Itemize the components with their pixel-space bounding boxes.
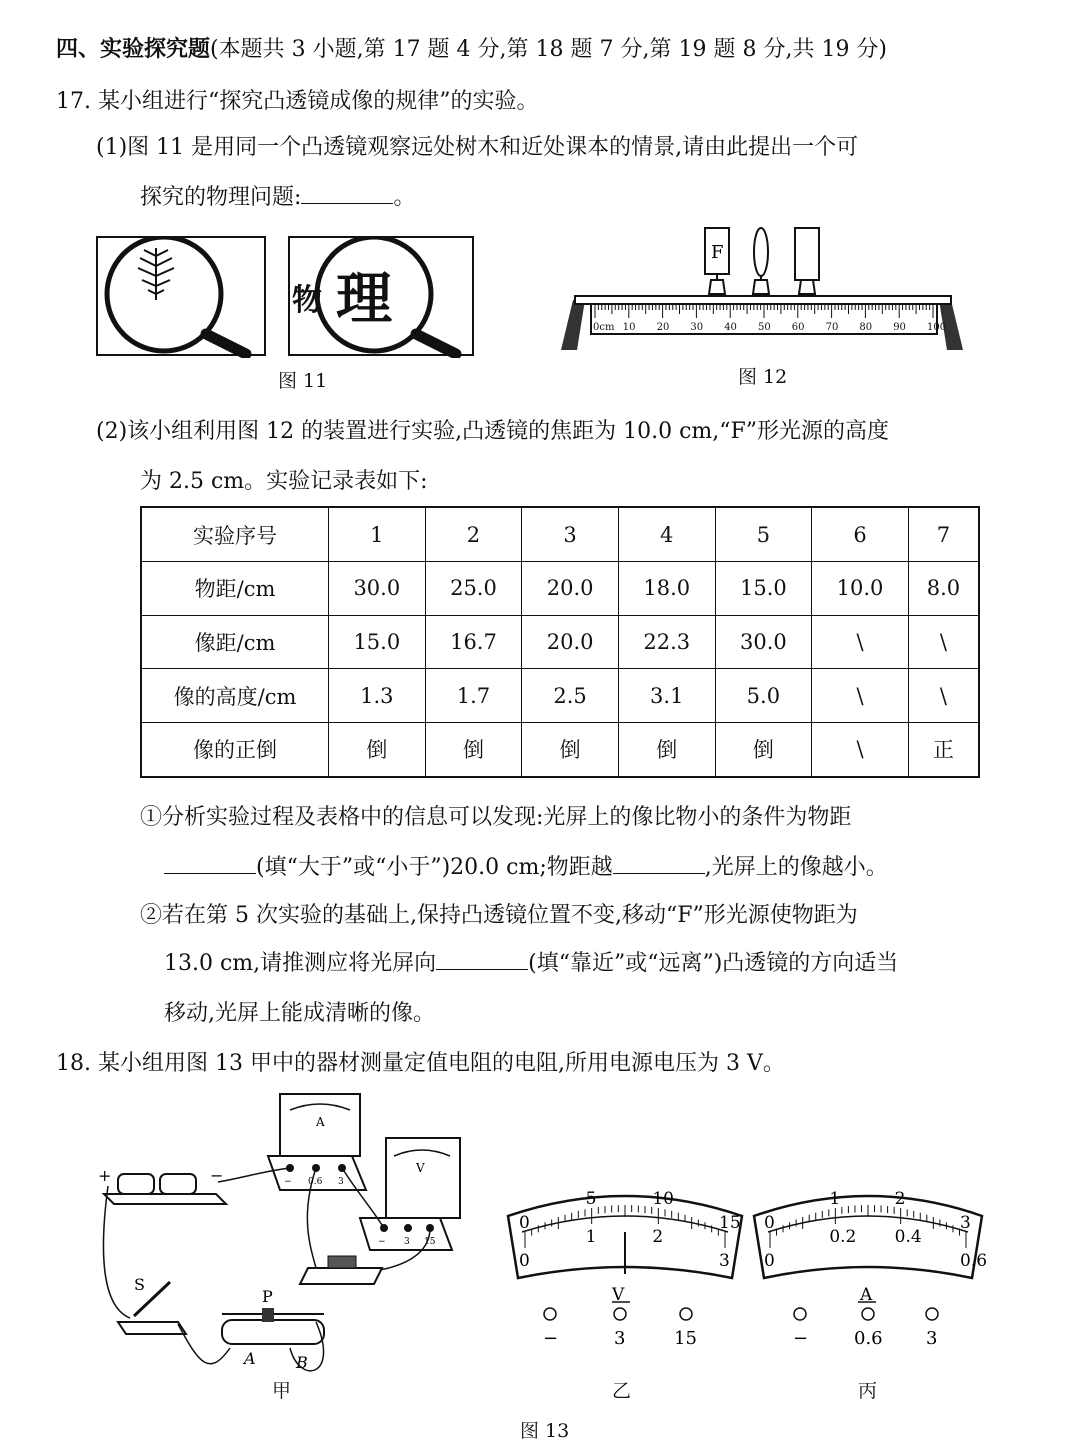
table-cell: 20.0 bbox=[522, 562, 619, 616]
fig11-text-magnifier bbox=[288, 236, 478, 358]
terminal-label: − bbox=[284, 1177, 292, 1187]
table-cell: \ bbox=[812, 669, 909, 723]
ruler-tick-label: 20 bbox=[656, 322, 670, 333]
table-cell: 15.0 bbox=[715, 562, 812, 616]
table-cell: 22.3 bbox=[618, 615, 715, 669]
table-cell: 30.0 bbox=[329, 562, 426, 616]
dial-bottom-label: 1 bbox=[585, 1227, 597, 1247]
dial-bottom-label: 0.2 bbox=[829, 1227, 857, 1247]
table-row-label: 像距/cm bbox=[141, 615, 329, 669]
table-cell: 8.0 bbox=[908, 562, 979, 616]
dial-top-label: 1 bbox=[829, 1189, 841, 1209]
dial-top-label: 3 bbox=[960, 1213, 971, 1233]
terminal-label: − bbox=[378, 1237, 386, 1247]
table-cell: 25.0 bbox=[425, 562, 522, 616]
terminal-label: − bbox=[543, 1328, 559, 1349]
fig13-bing-caption: 丙 bbox=[858, 1380, 878, 1402]
terminal-label: 3 bbox=[338, 1177, 344, 1187]
ammeter-dial bbox=[748, 1186, 988, 1356]
table-cell: \ bbox=[812, 615, 909, 669]
fig13-caption: 图 13 bbox=[520, 1420, 570, 1442]
fig11-small-char: 物 bbox=[292, 283, 322, 318]
terminal-b-label: B bbox=[296, 1353, 308, 1372]
table-cell: 30.0 bbox=[715, 615, 812, 669]
ruler-tick-label: 0cm bbox=[593, 322, 615, 333]
terminal-label: 15 bbox=[674, 1328, 697, 1349]
battery-plus: + bbox=[98, 1166, 112, 1185]
fig13-circuit-apparatus bbox=[90, 1086, 490, 1406]
table-row-label: 实验序号 bbox=[141, 507, 329, 562]
table-cell: 倒 bbox=[618, 722, 715, 777]
table-cell: 倒 bbox=[425, 722, 522, 777]
ruler-tick-label: 100 bbox=[927, 322, 947, 333]
q17-sub2-line2: 13.0 cm,请推测应将光屏向 (填“靠近”或“远离”)凸透镜的方向适当 bbox=[164, 951, 899, 976]
table-cell: 3.1 bbox=[618, 669, 715, 723]
fig13-yi-caption: 乙 bbox=[612, 1380, 632, 1402]
q17-part2-line1: (2)该小组利用图 12 的装置进行实验,凸透镜的焦距为 10.0 cm,“F”形光源的高度 bbox=[96, 419, 890, 444]
ruler-tick-label: 90 bbox=[893, 322, 906, 333]
voltmeter-label: V bbox=[416, 1161, 425, 1175]
table-row bbox=[141, 722, 979, 777]
q17-sub2-line3: 移动,光屏上能成清晰的像。 bbox=[164, 1001, 435, 1026]
table-row-label: 物距/cm bbox=[141, 562, 329, 616]
fig12-optical-bench bbox=[555, 222, 970, 352]
voltmeter-unit: V bbox=[612, 1285, 625, 1305]
section-heading bbox=[56, 32, 887, 63]
ruler-tick-label: 80 bbox=[859, 322, 873, 333]
table-row bbox=[141, 507, 979, 562]
table-cell: 6 bbox=[812, 507, 909, 562]
terminal-label: 0.6 bbox=[854, 1328, 883, 1349]
ammeter-label: A bbox=[316, 1115, 325, 1129]
ruler-tick-label: 10 bbox=[622, 322, 636, 333]
terminal-label: 0.6 bbox=[308, 1177, 323, 1187]
switch-label: S bbox=[134, 1275, 145, 1294]
table-cell: 1.7 bbox=[425, 669, 522, 723]
table-cell: \ bbox=[812, 722, 909, 777]
ammeter-unit: A bbox=[860, 1285, 873, 1305]
terminal-label: 3 bbox=[614, 1328, 626, 1349]
section-desc: (本题共 3 小题,第 17 题 4 分,第 18 题 7 分,第 19 题 8 分,共 19 分) bbox=[210, 37, 888, 62]
terminal-label: − bbox=[793, 1328, 809, 1349]
answer-blank-2[interactable] bbox=[164, 855, 256, 874]
answer-blank-3[interactable] bbox=[613, 855, 705, 874]
table-cell: \ bbox=[908, 615, 979, 669]
q17-sub1-line1: ①分析实验过程及表格中的信息可以发现:光屏上的像比物小的条件为物距 bbox=[140, 805, 852, 830]
terminal-label: 3 bbox=[404, 1237, 410, 1247]
dial-bottom-label: 0 bbox=[764, 1251, 775, 1271]
table-row bbox=[141, 562, 979, 616]
slider-label: P bbox=[262, 1287, 273, 1306]
ruler-tick-label: 50 bbox=[758, 322, 771, 333]
q17-part1-line1: (1)图 11 是用同一个凸透镜观察远处树木和近处课本的情景,请由此提出一个可 bbox=[96, 135, 859, 160]
answer-blank-4[interactable] bbox=[436, 951, 528, 970]
table-cell: 16.7 bbox=[425, 615, 522, 669]
table-cell: 1 bbox=[329, 507, 426, 562]
fig11-big-char: 理 bbox=[336, 266, 392, 332]
q17-sub1-line2: (填“大于”或“小于”)20.0 cm;物距越 ,光屏上的像越小。 bbox=[164, 850, 888, 881]
ruler-tick-label: 30 bbox=[690, 322, 704, 333]
fig13-jia-caption: 甲 bbox=[272, 1380, 292, 1402]
table-cell: \ bbox=[908, 669, 979, 723]
dial-top-label: 0 bbox=[764, 1213, 775, 1233]
table-cell: 15.0 bbox=[329, 615, 426, 669]
dial-bottom-label: 3 bbox=[719, 1251, 730, 1271]
table-row-label: 像的正倒 bbox=[141, 722, 329, 777]
experiment-table bbox=[140, 506, 980, 778]
fig11-tree-magnifier bbox=[96, 236, 268, 358]
dial-bottom-label: 0.4 bbox=[894, 1227, 922, 1247]
fig11-caption: 图 11 bbox=[278, 370, 328, 392]
terminal-label: 3 bbox=[926, 1328, 938, 1349]
table-cell: 5 bbox=[715, 507, 812, 562]
fig12-f-source: F bbox=[711, 242, 724, 263]
battery-minus: − bbox=[210, 1166, 224, 1185]
q18-stem: 18. 某小组用图 13 甲中的器材测量定值电阻的电阻,所用电源电压为 3 V。 bbox=[56, 1051, 785, 1076]
section-title: 四、实验探究题 bbox=[56, 36, 211, 62]
table-cell: 2 bbox=[425, 507, 522, 562]
table-row-label: 像的高度/cm bbox=[141, 669, 329, 723]
ruler-tick-label: 70 bbox=[825, 322, 839, 333]
dial-bottom-label: 2 bbox=[652, 1227, 664, 1247]
dial-top-label: 15 bbox=[719, 1213, 741, 1233]
voltmeter-dial bbox=[500, 1186, 750, 1356]
table-cell: 正 bbox=[908, 722, 979, 777]
table-cell: 倒 bbox=[715, 722, 812, 777]
q17-sub2-line1: ②若在第 5 次实验的基础上,保持凸透镜位置不变,移动“F”形光源使物距为 bbox=[140, 903, 858, 928]
table-row bbox=[141, 615, 979, 669]
dial-top-label: 2 bbox=[894, 1189, 906, 1209]
table-cell: 倒 bbox=[329, 722, 426, 777]
table-cell: 20.0 bbox=[522, 615, 619, 669]
table-cell: 10.0 bbox=[812, 562, 909, 616]
table-cell: 2.5 bbox=[522, 669, 619, 723]
q17-stem: 17. 某小组进行“探究凸透镜成像的规律”的实验。 bbox=[56, 89, 539, 114]
table-cell: 3 bbox=[522, 507, 619, 562]
table-cell: 18.0 bbox=[618, 562, 715, 616]
dial-top-label: 10 bbox=[652, 1189, 674, 1209]
table-cell: 5.0 bbox=[715, 669, 812, 723]
dial-bottom-label: 0.6 bbox=[960, 1251, 988, 1271]
dial-top-label: 0 bbox=[519, 1213, 530, 1233]
terminal-label: 15 bbox=[424, 1237, 436, 1247]
q17-part1-line2: 探究的物理问题: 。 bbox=[140, 185, 416, 210]
ruler-tick-label: 40 bbox=[724, 322, 737, 333]
table-row bbox=[141, 669, 979, 723]
terminal-a-label: A bbox=[244, 1349, 256, 1368]
table-cell: 1.3 bbox=[329, 669, 426, 723]
table-cell: 7 bbox=[908, 507, 979, 562]
answer-blank-1[interactable] bbox=[301, 185, 393, 204]
fig12-caption: 图 12 bbox=[738, 366, 788, 388]
table-cell: 4 bbox=[618, 507, 715, 562]
dial-top-label: 5 bbox=[585, 1189, 597, 1209]
dial-bottom-label: 0 bbox=[519, 1251, 530, 1271]
q17-part2-line2: 为 2.5 cm。实验记录表如下: bbox=[140, 469, 428, 494]
ruler-tick-label: 60 bbox=[791, 322, 805, 333]
table-cell: 倒 bbox=[522, 722, 619, 777]
